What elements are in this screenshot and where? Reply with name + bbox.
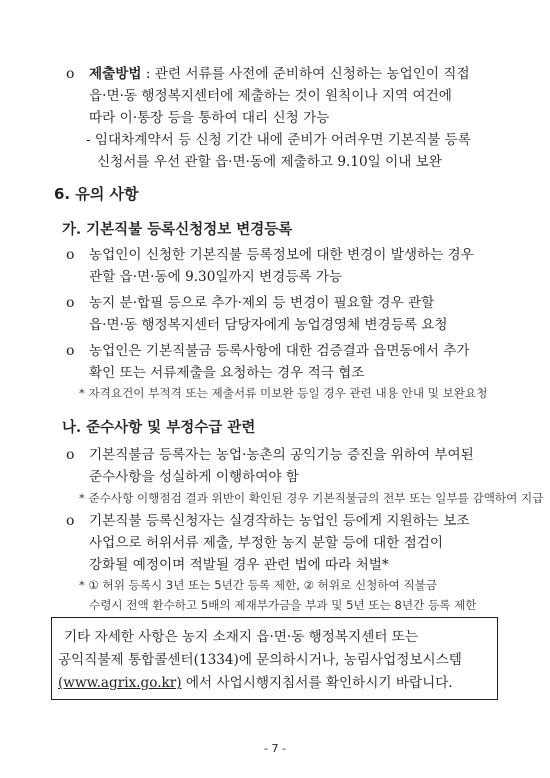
- na-item-2-line-3: 강화될 예정이며 적발될 경우 관련 법에 따라 처벌*: [89, 557, 389, 573]
- ga-item-3-line-2: 확인 또는 서류제출을 요청하는 경우 적극 협조: [89, 365, 365, 381]
- bullet-icon: o: [66, 447, 75, 463]
- intro-line-1-text: : 관련 서류를 사전에 준비하여 신청하는 농업인이 직접: [141, 66, 470, 82]
- intro-dash-line-1: - 임대차계약서 등 신청 기간 내에 준비가 어려우면 기본직불 등록: [86, 132, 471, 148]
- info-box: [51, 617, 498, 700]
- subsection-ga-title: 가. 기본직불 등록신청정보 변경등록: [62, 221, 293, 238]
- intro-dash-line-2: 신청서를 우선 관할 읍·면·동에 제출하고 9.10일 이내 보완: [97, 154, 442, 170]
- na-note-1: * 준수사항 이행점검 결과 위반이 확인된 경우 기본직불금의 전부 또는 일부를 감액하여 지급: [79, 491, 544, 505]
- info-box-line-2: 공익직불제 통합콜센터(1334)에 문의하시거나, 농림사업정보시스템: [58, 652, 462, 668]
- ga-item-2-line-2: 읍·면·동 행정복지센터 담당자에게 농업경영체 변경등록 요청: [89, 317, 448, 333]
- subsection-na-title: 나. 준수사항 및 부정수급 관련: [62, 419, 256, 436]
- na-note-2-line-2: 수령시 전액 환수하고 5배의 제재부가금을 부과 및 5년 또는 8년간 등록 제한: [89, 598, 477, 612]
- na-item-1-line-1: 기본직불금 등록자는 농업·농촌의 공익기능 증진을 위하여 부여된: [89, 447, 474, 463]
- ga-item-3-line-1: 농업인은 기본직불금 등록사항에 대한 검증결과 읍면동에서 추가: [89, 343, 470, 359]
- ga-item-1-line-1: 농업인이 신청한 기본직불 등록정보에 대한 변경이 발생하는 경우: [89, 247, 474, 263]
- intro-line-3: 따라 이·통장 등을 통하여 대리 신청 가능: [89, 110, 330, 126]
- na-item-2-line-1: 기본직불 등록신청자는 실경작하는 농업인 등에게 지원하는 보조: [89, 513, 470, 529]
- ga-item-2-line-1: 농지 분·합필 등으로 추가·제외 등 변경이 필요할 경우 관할: [89, 295, 435, 311]
- info-box-line-3: [58, 672, 453, 694]
- bullet-icon: o: [66, 66, 75, 82]
- intro-line-1: [89, 63, 470, 85]
- intro-line-2: 읍·면·동 행정복지센터에 제출하는 것이 원칙이나 지역 여건에: [89, 88, 452, 104]
- ga-note: * 자격요건이 부적격 또는 제출서류 미보완 등일 경우 관련 내용 안내 및 보완요청: [79, 386, 488, 400]
- page-number: - 7 -: [264, 742, 286, 755]
- info-box-line-3-text: 에서 사업시행지침서를 확인하시기 바랍니다.: [181, 675, 453, 691]
- bullet-icon: o: [66, 295, 75, 311]
- ga-item-1-line-2: 관할 읍·면·동에 9.30일까지 변경등록 가능: [89, 269, 343, 285]
- na-item-2-line-2: 사업으로 허위서류 제출, 부정한 농지 분할 등에 대한 점검이: [89, 535, 444, 551]
- info-box-line-1: 기타 자세한 사항은 농지 소재지 읍·면·동 행정복지센터 또는: [64, 629, 419, 645]
- na-item-1-line-2: 준수사항을 성실하게 이행하여야 함: [89, 469, 299, 485]
- bullet-icon: o: [66, 247, 75, 263]
- bullet-icon: o: [66, 513, 75, 529]
- na-note-2-line-1: * ① 허위 등록시 3년 또는 5년간 등록 제한, ② 허위로 신청하여 직불금: [79, 578, 438, 592]
- intro-label: 제출방법: [89, 66, 142, 82]
- section-title: 6. 유의 사항: [54, 185, 139, 203]
- agrix-link[interactable]: (www.agrix.go.kr): [58, 675, 182, 691]
- bullet-icon: o: [66, 343, 75, 359]
